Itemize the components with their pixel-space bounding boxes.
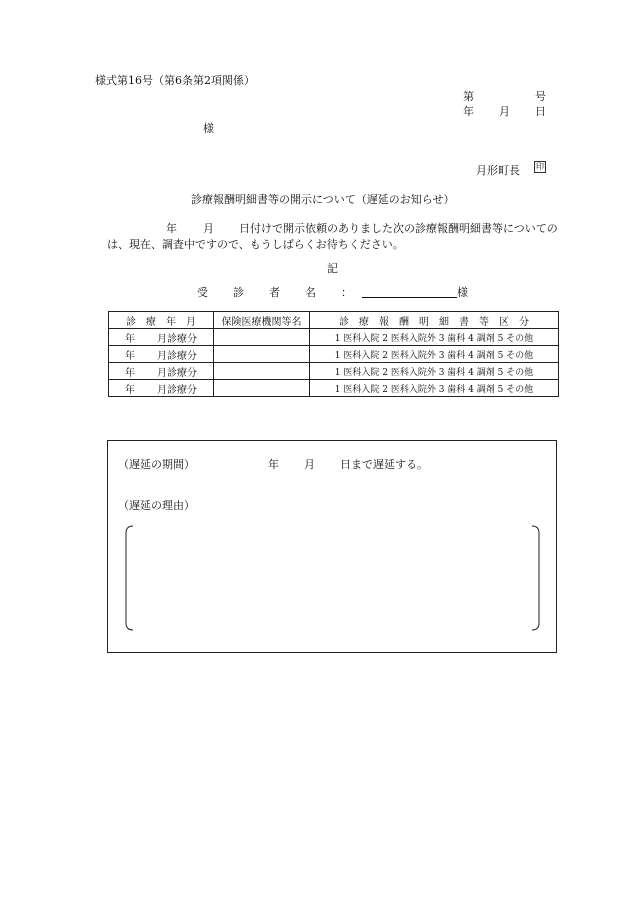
month-label: 月診療分 <box>157 384 197 396</box>
reason-right-bracket <box>531 525 541 631</box>
form-number: 様式第16号（第6条第2項関係） <box>95 74 255 87</box>
institution-cell[interactable] <box>214 380 310 397</box>
header-institution-name: 保険医療機関等名 <box>214 312 310 329</box>
statement-table <box>108 311 559 397</box>
institution-cell[interactable] <box>214 363 310 380</box>
seal-stamp: 印 <box>536 162 544 171</box>
delay-reason-label: （遅延の理由） <box>118 499 195 512</box>
month-label: 月診療分 <box>157 350 197 362</box>
treatment-month-cell[interactable] <box>109 363 214 380</box>
category-options-cell[interactable]: 1 医科入院 2 医科入院外 3 歯科 4 調剤 5 その他 <box>310 363 559 380</box>
delay-period-tail: 日まで遅延する。 <box>340 458 428 471</box>
category-options-cell[interactable]: 1 医科入院 2 医科入院外 3 歯科 4 調剤 5 その他 <box>310 380 559 397</box>
patient-label-char-4: 名 <box>305 286 316 299</box>
patient-name-field[interactable] <box>362 284 457 298</box>
treatment-month-cell[interactable] <box>109 329 214 346</box>
treatment-month-cell[interactable] <box>109 380 214 397</box>
patient-colon: ： <box>341 286 352 299</box>
document-number-suffix: 号 <box>535 90 546 103</box>
table-row <box>109 329 559 346</box>
ki-heading: 記 <box>327 262 338 275</box>
year-label: 年 <box>125 367 135 379</box>
header-treatment-month: 診 療 年 月 <box>109 312 214 329</box>
patient-label-char-3: 者 <box>269 286 280 299</box>
date-month-label: 月 <box>499 105 510 118</box>
table-row <box>109 363 559 380</box>
date-year-label: 年 <box>463 105 474 118</box>
addressee-suffix: 様 <box>203 122 214 135</box>
year-label: 年 <box>125 333 135 345</box>
body-year-label: 年 <box>166 222 177 235</box>
delay-reason-field[interactable] <box>138 528 526 628</box>
month-label: 月診療分 <box>157 367 197 379</box>
year-label: 年 <box>125 384 135 396</box>
body-text-line2: は、現在、調査中ですので、もうしばらくお待ちください。 <box>107 238 404 251</box>
reason-left-bracket <box>124 525 134 631</box>
institution-cell[interactable] <box>214 346 310 363</box>
document-number-prefix: 第 <box>463 90 474 103</box>
document-title: 診療報酬明細書等の開示について（遅延のお知らせ） <box>191 193 455 206</box>
body-text-line1: 日付けで開示依頼のありました次の診療報酬明細書等についての <box>239 222 558 235</box>
delay-period-month: 月 <box>304 458 315 471</box>
delay-period-label: （遅延の期間） <box>118 458 195 471</box>
institution-cell[interactable] <box>214 329 310 346</box>
table-header-row <box>109 312 559 329</box>
treatment-month-cell[interactable] <box>109 346 214 363</box>
category-options-cell[interactable]: 1 医科入院 2 医科入院外 3 歯科 4 調剤 5 その他 <box>310 346 559 363</box>
month-label: 月診療分 <box>157 333 197 345</box>
patient-suffix: 様 <box>457 286 468 299</box>
header-statement-category: 診 療 報 酬 明 細 書 等 区 分 <box>310 312 559 329</box>
year-label: 年 <box>125 350 135 362</box>
delay-period-year: 年 <box>268 458 279 471</box>
issuer-name: 月形町長 <box>476 164 520 177</box>
category-options-cell[interactable]: 1 医科入院 2 医科入院外 3 歯科 4 調剤 5 その他 <box>310 329 559 346</box>
date-day-label: 日 <box>535 105 546 118</box>
patient-label-char-2: 診 <box>233 286 244 299</box>
table-row <box>109 346 559 363</box>
body-month-label: 月 <box>203 222 214 235</box>
patient-label-char-1: 受 <box>197 286 208 299</box>
table-row <box>109 380 559 397</box>
